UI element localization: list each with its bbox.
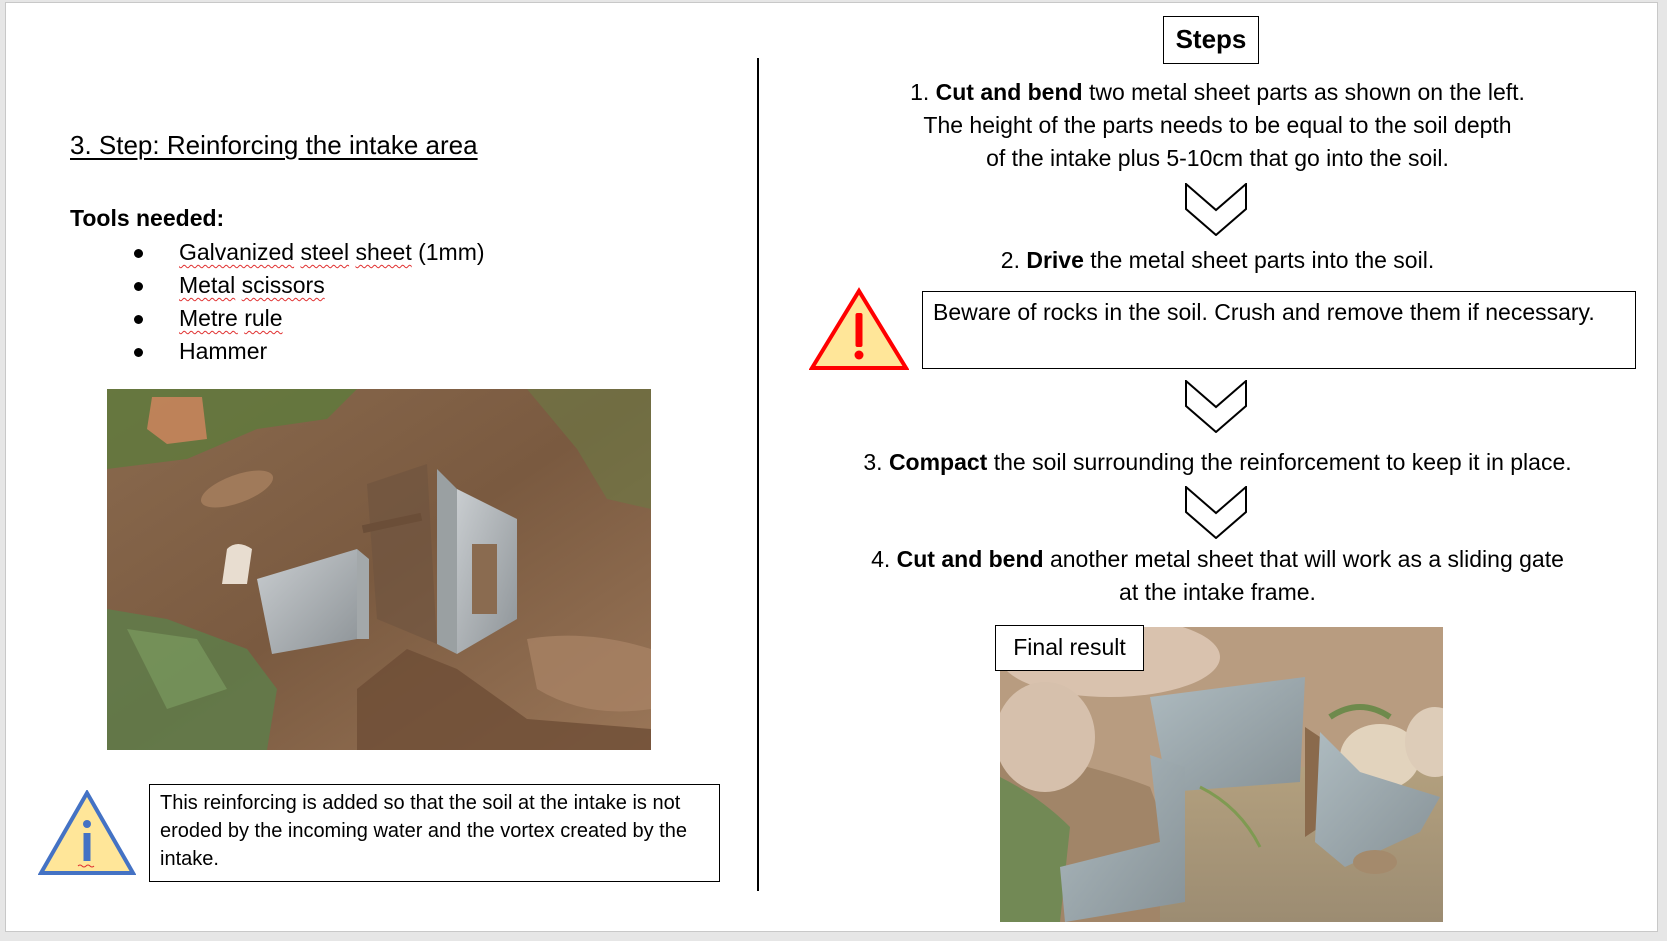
- warning-triangle-icon: [809, 287, 909, 372]
- bullet-icon: [134, 315, 143, 324]
- construction-photo: [107, 389, 651, 750]
- step-4: 4. Cut and bend another metal sheet that will work as a sliding gate at the intake frame.: [871, 546, 1564, 605]
- tool-item: Hammer: [130, 335, 485, 368]
- step-3: 3. Compact the soil surrounding the reinforcement to keep it in place.: [863, 449, 1572, 475]
- final-result-label: Final result: [995, 625, 1144, 671]
- chevron-down-icon: [1185, 486, 1247, 539]
- info-note: This reinforcing is added so that the soil at the intake is not eroded by the incoming water and the vortex created by the intake.: [149, 784, 720, 882]
- column-divider: [757, 58, 759, 891]
- info-triangle-icon: [38, 790, 136, 876]
- warning-note: Beware of rocks in the soil. Crush and remove them if necessary.: [922, 291, 1636, 369]
- bullet-icon: [134, 348, 143, 357]
- tool-item: Metre rule: [130, 302, 485, 335]
- steps-heading: Steps: [1163, 16, 1259, 64]
- step-1: 1. Cut and bend two metal sheet parts as shown on the left. The height of the parts needs to be equal to the soil depth of the intake plus 5-10cm that go into the soil.: [910, 79, 1525, 171]
- bullet-icon: [134, 282, 143, 291]
- tool-item: Metal scissors: [130, 269, 485, 302]
- chevron-down-icon: [1185, 183, 1247, 236]
- step-2: 2. Drive the metal sheet parts into the soil.: [1000, 247, 1435, 273]
- photo-illustration: [107, 389, 651, 750]
- page-title: 3. Step: Reinforcing the intake area: [70, 130, 478, 160]
- tools-list: [130, 236, 485, 368]
- tools-heading: Tools needed:: [70, 205, 225, 231]
- bullet-icon: [134, 249, 143, 258]
- final-result-photo: [1000, 627, 1443, 922]
- chevron-down-icon: [1185, 380, 1247, 433]
- tool-item: Galvanized steel sheet (1mm): [130, 236, 485, 269]
- photo-illustration: [1000, 627, 1443, 922]
